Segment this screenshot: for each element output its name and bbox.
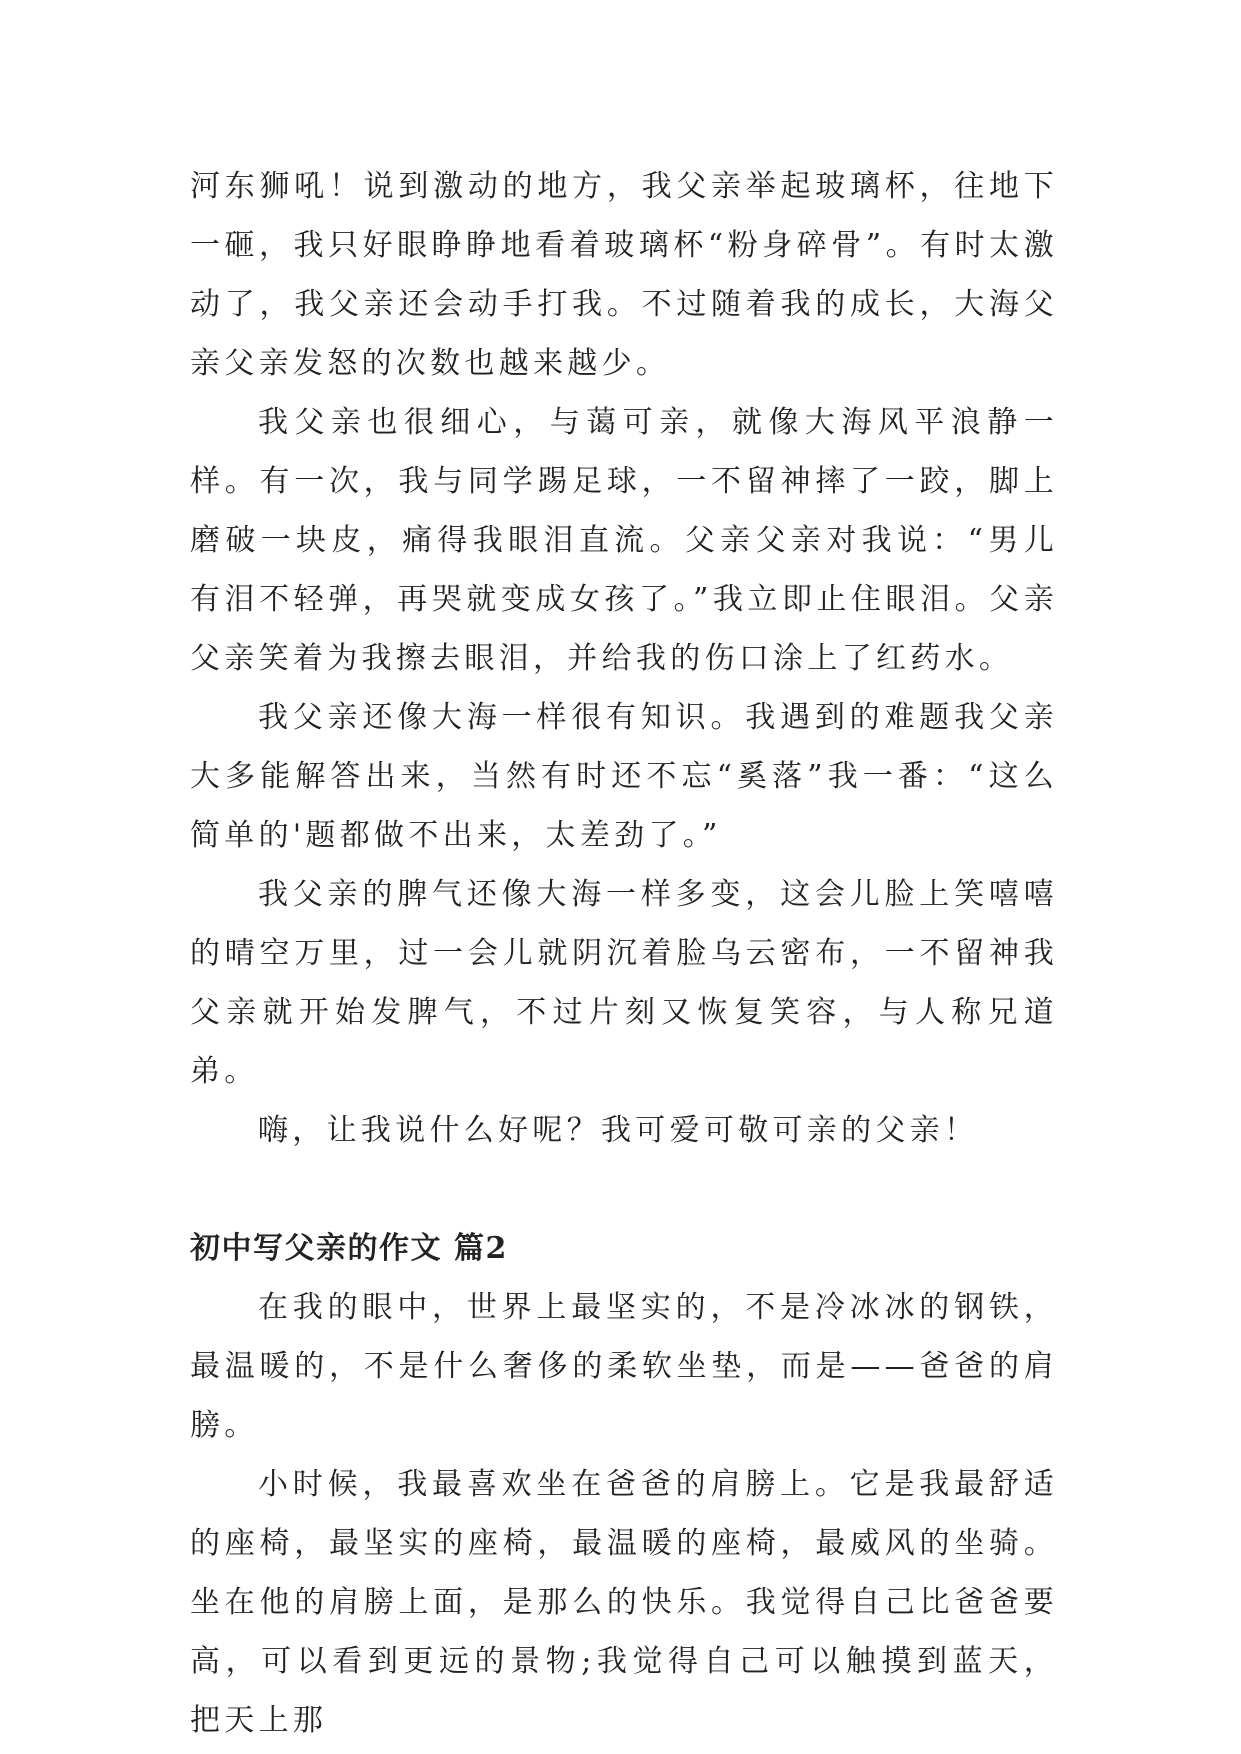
essay-body bbox=[190, 157, 1058, 1750]
paragraph-continuation: 河东狮吼！说到激动的地方，我父亲举起玻璃杯，往地下一砸，我只好眼睁睁地看着玻璃杯“粉身碎骨”。有时太激动了，我父亲还会动手打我。不过随着我的成长，大海父亲父亲发怒的次数也越来越少。 bbox=[190, 169, 1058, 381]
paragraph-father-temper: 我父亲的脾气还像大海一样多变，这会儿脸上笑嘻嘻的晴空万里，过一会儿就阴沉着脸乌云密布，一不留神我父亲就开始发脾气，不过片刻又恢复笑容，与人称兄道弟。 bbox=[190, 877, 1058, 1089]
paragraph-father-careful: 我父亲也很细心，与蔼可亲，就像大海风平浪静一样。有一次，我与同学踢足球，一不留神摔了一跤，脚上磨破一块皮，痛得我眼泪直流。父亲父亲对我说：“男儿有泪不轻弹，再哭就变成女孩了。”我立即止住眼泪。父亲父亲笑着为我擦去眼泪，并给我的伤口涂上了红药水。 bbox=[190, 405, 1058, 676]
paragraph-shoulder-childhood: 小时候，我最喜欢坐在爸爸的肩膀上。它是我最舒适的座椅，最坚实的座椅，最温暖的座椅，最威风的坐骑。坐在他的肩膀上面，是那么的快乐。我觉得自己比爸爸要高，可以看到更远的景物;我觉得自己可以触摸到蓝天，把天上那 bbox=[190, 1467, 1058, 1738]
section-title: 初中写父亲的作文 篇2 bbox=[190, 1231, 508, 1266]
paragraph-shoulder-intro: 在我的眼中，世界上最坚实的，不是冷冰冰的钢铁，最温暖的，不是什么奢侈的柔软坐垫，而是——爸爸的肩膀。 bbox=[190, 1290, 1058, 1443]
paragraph-closing: 嗨，让我说什么好呢？我可爱可敬可亲的父亲！ bbox=[258, 1113, 979, 1148]
paragraph-father-knowledge: 我父亲还像大海一样很有知识。我遇到的难题我父亲大多能解答出来，当然有时还不忘“奚落”我一番：“这么简单的'题都做不出来，太差劲了。” bbox=[190, 700, 1058, 853]
